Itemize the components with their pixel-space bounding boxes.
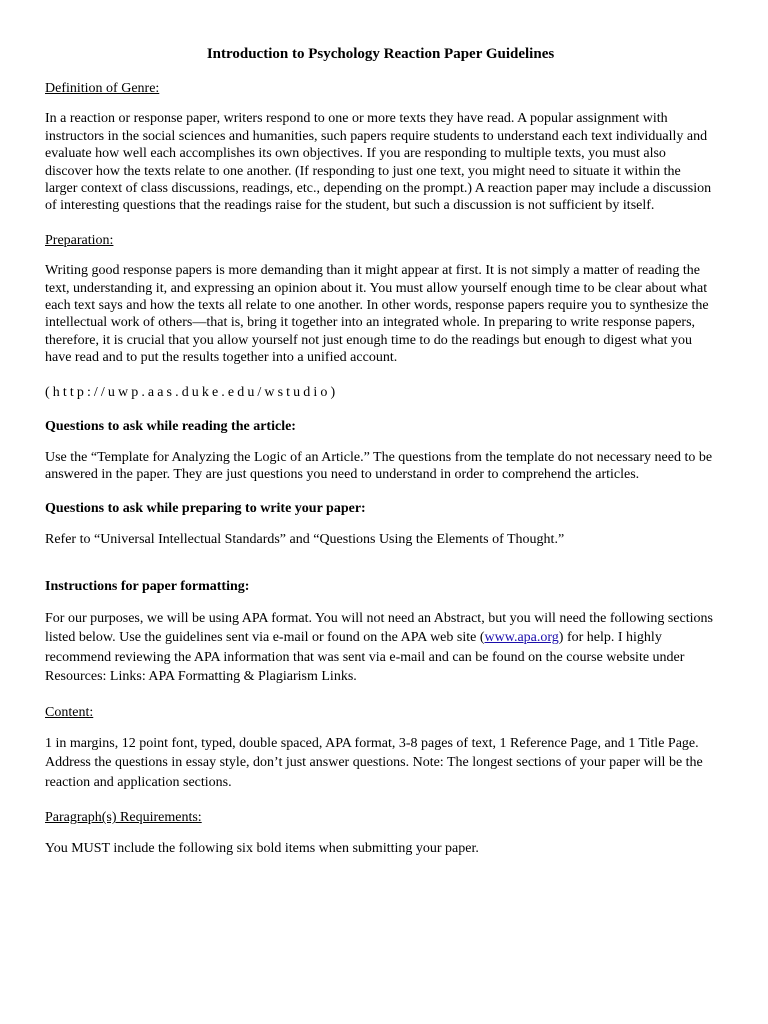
formatting-heading: Instructions for paper formatting: bbox=[45, 579, 250, 595]
page-title: Introduction to Psychology Reaction Paper Guidelines bbox=[206, 46, 555, 62]
formatting-text-after: ) for help. I highly recommend reviewing the APA information that was sent via e-mail and can be found on the course website under Resources: Links: APA Formatting & Plagiarism Links. bbox=[45, 630, 685, 685]
preparing-questions-heading: Questions to ask while preparing to write your paper: bbox=[45, 501, 366, 517]
definition-heading: Definition of Genre: bbox=[45, 81, 160, 96]
formatting-paragraph bbox=[45, 609, 716, 687]
reading-questions-heading: Questions to ask while reading the article: bbox=[45, 419, 296, 435]
definition-paragraph: In a reaction or response paper, writers respond to one or more texts they have read. A popular assignment with instructors in the social sciences and humanities, such papers require students to understand each text individually and evaluate how well each accomplishes its own objectives. If you are responding to multiple texts, you must also discover how the texts relate to one another. (If responding to just one text, you might need to situate it within the larger context of class discussions, readings, etc., depending on the prompt.) A reaction paper may include a discussion of interesting questions that the readings raise for the student, but such a discussion is not sufficient by itself. bbox=[45, 111, 712, 214]
apa-website-link[interactable]: www.apa.org bbox=[484, 630, 559, 646]
formatting-text-before: For our purposes, we will be using APA format. You will not need an Abstract, but you will need the following sections listed below. Use the guidelines sent via e-mail or found on the APA web site ( bbox=[45, 610, 713, 646]
paragraph-requirements-text: You MUST include the following six bold items when submitting your paper. bbox=[45, 840, 479, 856]
reading-questions-paragraph: Use the “Template for Analyzing the Logic of an Article.” The questions from the template do not necessary need to be answered in the paper. They are just questions you need to understand in order to comprehend the articles. bbox=[45, 449, 713, 482]
paragraph-requirements-heading: Paragraph(s) Requirements: bbox=[45, 810, 202, 826]
preparing-questions-paragraph: Refer to “Universal Intellectual Standards” and “Questions Using the Elements of Thought.” bbox=[45, 531, 565, 547]
content-paragraph: 1 in margins, 12 point font, typed, double spaced, APA format, 3-8 pages of text, 1 Reference Page, and 1 Title Page. Address the questions in essay style, don’t just answer questions. Note: The longest sections of your paper will be the reaction and application sections. bbox=[45, 735, 703, 790]
content-heading: Content: bbox=[45, 704, 94, 720]
preparation-heading: Preparation: bbox=[45, 232, 114, 248]
preparation-paragraph: Writing good response papers is more demanding than it might appear at first. It is not simply a matter of reading the text, understanding it, and expressing an opinion about it. You must allow yourself enough time to be clear about what each text says and how the texts all relate to one another. In other words, response papers require you to synthesize the intellectual work of others—that is, bring it together into an integrated whole. In preparing to write response papers, therefore, it is crucial that you allow yourself not just enough time to do the readings but enough to digest what you have read and to put the results together into a unified account. bbox=[45, 263, 709, 366]
source-url: (http://uwp.aas.duke.edu/wstudio) bbox=[45, 384, 339, 400]
